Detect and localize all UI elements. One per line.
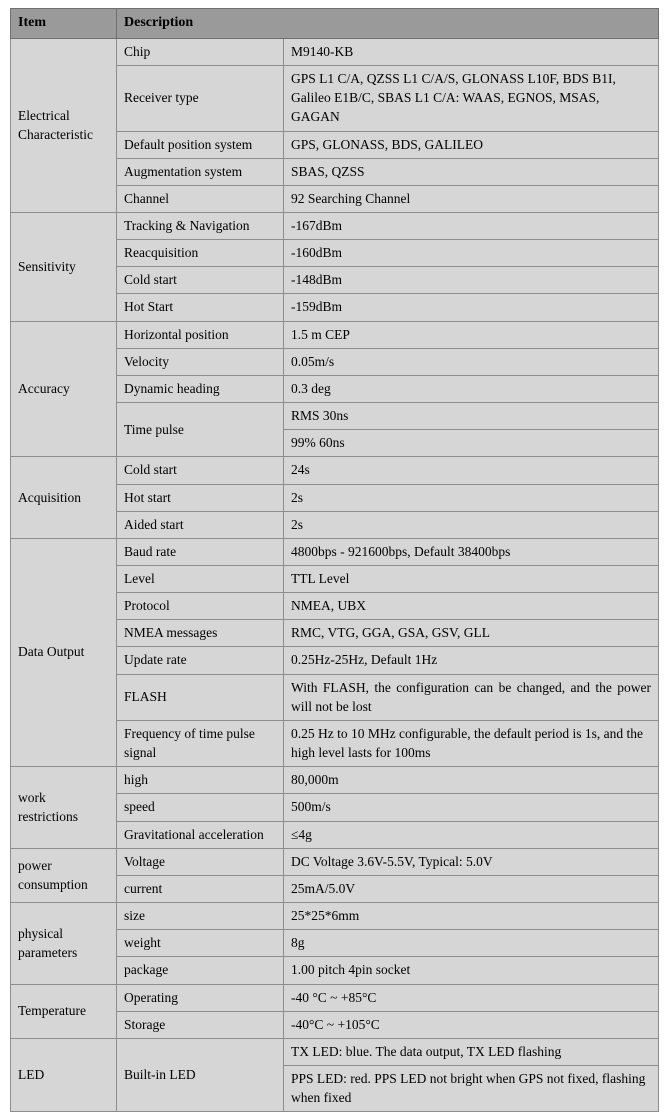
parameter-value-cell: PPS LED: red. PPS LED not bright when GPS not fixed, flashing when fixed	[284, 1065, 659, 1111]
table-row	[11, 538, 659, 565]
parameter-name-cell: Default position system	[117, 131, 284, 158]
parameter-name-cell: Hot start	[117, 484, 284, 511]
item-category-cell: Sensitivity	[11, 212, 117, 321]
parameter-name-cell: high	[117, 767, 284, 794]
parameter-name-cell: Level	[117, 566, 284, 593]
parameter-value-cell: -160dBm	[284, 240, 659, 267]
parameter-name-cell: Update rate	[117, 647, 284, 674]
parameter-value-cell: 24s	[284, 457, 659, 484]
parameter-value-cell: 2s	[284, 511, 659, 538]
parameter-value-cell: GPS, GLONASS, BDS, GALILEO	[284, 131, 659, 158]
parameter-name-cell: Cold start	[117, 457, 284, 484]
table-row	[11, 903, 659, 930]
table-row	[11, 38, 659, 65]
parameter-name-cell: weight	[117, 930, 284, 957]
parameter-value-cell: TTL Level	[284, 566, 659, 593]
parameter-name-cell: FLASH	[117, 674, 284, 720]
parameter-value-cell: 25mA/5.0V	[284, 875, 659, 902]
parameter-value-cell: 1.00 pitch 4pin socket	[284, 957, 659, 984]
parameter-value-cell: 8g	[284, 930, 659, 957]
item-category-cell: Temperature	[11, 984, 117, 1038]
parameter-name-cell: speed	[117, 794, 284, 821]
table-body	[11, 38, 659, 1111]
parameter-value-cell: TX LED: blue. The data output, TX LED flashing	[284, 1038, 659, 1065]
parameter-value-cell: M9140-KB	[284, 38, 659, 65]
parameter-value-cell: With FLASH, the configuration can be changed, and the power will not be lost	[284, 674, 659, 720]
table-header	[11, 9, 659, 39]
parameter-name-cell: Cold start	[117, 267, 284, 294]
parameter-value-cell: 2s	[284, 484, 659, 511]
item-category-cell: Electrical Characteristic	[11, 38, 117, 212]
parameter-name-cell: Chip	[117, 38, 284, 65]
parameter-value-cell: -40 °C ~ +85°C	[284, 984, 659, 1011]
parameter-name-cell: Built-in LED	[117, 1038, 284, 1111]
column-header-item: Item	[11, 9, 117, 39]
table-row	[11, 1038, 659, 1065]
parameter-value-cell: 80,000m	[284, 767, 659, 794]
parameter-value-cell: 0.05m/s	[284, 348, 659, 375]
header-row	[11, 9, 659, 39]
parameter-value-cell: SBAS, QZSS	[284, 158, 659, 185]
specification-table	[10, 8, 659, 1112]
parameter-name-cell: size	[117, 903, 284, 930]
parameter-value-cell: 1.5 m CEP	[284, 321, 659, 348]
parameter-name-cell: current	[117, 875, 284, 902]
parameter-name-cell: Frequency of time pulse signal	[117, 720, 284, 766]
parameter-value-cell: 4800bps - 921600bps, Default 38400bps	[284, 538, 659, 565]
parameter-value-cell: 0.25 Hz to 10 MHz configurable, the default period is 1s, and the high level lasts for 100ms	[284, 720, 659, 766]
parameter-name-cell: Aided start	[117, 511, 284, 538]
parameter-name-cell: Augmentation system	[117, 158, 284, 185]
table-row	[11, 984, 659, 1011]
item-category-cell: Acquisition	[11, 457, 117, 538]
parameter-name-cell: Voltage	[117, 848, 284, 875]
parameter-name-cell: Operating	[117, 984, 284, 1011]
parameter-value-cell: 0.25Hz-25Hz, Default 1Hz	[284, 647, 659, 674]
parameter-value-cell: 99% 60ns	[284, 430, 659, 457]
parameter-value-cell: -159dBm	[284, 294, 659, 321]
item-category-cell: power consumption	[11, 848, 117, 902]
table-row	[11, 321, 659, 348]
parameter-value-cell: RMC, VTG, GGA, GSA, GSV, GLL	[284, 620, 659, 647]
item-category-cell: Data Output	[11, 538, 117, 766]
item-category-cell: Accuracy	[11, 321, 117, 457]
item-category-cell: LED	[11, 1038, 117, 1111]
parameter-value-cell: NMEA, UBX	[284, 593, 659, 620]
parameter-value-cell: -40°C ~ +105°C	[284, 1011, 659, 1038]
parameter-name-cell: Velocity	[117, 348, 284, 375]
parameter-name-cell: Baud rate	[117, 538, 284, 565]
parameter-name-cell: NMEA messages	[117, 620, 284, 647]
parameter-value-cell: RMS 30ns	[284, 403, 659, 430]
parameter-value-cell: 92 Searching Channel	[284, 185, 659, 212]
parameter-value-cell: GPS L1 C/A, QZSS L1 C/A/S, GLONASS L10F, BDS B1I, Galileo E1B/C, SBAS L1 C/A: WAAS, EGNOS, MSAS, GAGAN	[284, 66, 659, 131]
table-row	[11, 212, 659, 239]
parameter-value-cell: 25*25*6mm	[284, 903, 659, 930]
table-row	[11, 457, 659, 484]
parameter-value-cell: -167dBm	[284, 212, 659, 239]
parameter-name-cell: Gravitational acceleration	[117, 821, 284, 848]
parameter-name-cell: Tracking & Navigation	[117, 212, 284, 239]
parameter-name-cell: Dynamic heading	[117, 375, 284, 402]
parameter-name-cell: Storage	[117, 1011, 284, 1038]
parameter-name-cell: Horizontal position	[117, 321, 284, 348]
table-row	[11, 848, 659, 875]
parameter-value-cell: -148dBm	[284, 267, 659, 294]
parameter-name-cell: Receiver type	[117, 66, 284, 131]
column-header-description: Description	[117, 9, 659, 39]
parameter-name-cell: Protocol	[117, 593, 284, 620]
parameter-value-cell: 500m/s	[284, 794, 659, 821]
parameter-value-cell: 0.3 deg	[284, 375, 659, 402]
parameter-value-cell: DC Voltage 3.6V-5.5V, Typical: 5.0V	[284, 848, 659, 875]
parameter-name-cell: package	[117, 957, 284, 984]
parameter-name-cell: Hot Start	[117, 294, 284, 321]
parameter-name-cell: Reacquisition	[117, 240, 284, 267]
parameter-name-cell: Time pulse	[117, 403, 284, 457]
table-row	[11, 767, 659, 794]
parameter-value-cell: ≤4g	[284, 821, 659, 848]
parameter-name-cell: Channel	[117, 185, 284, 212]
item-category-cell: work restrictions	[11, 767, 117, 848]
item-category-cell: physical parameters	[11, 903, 117, 984]
